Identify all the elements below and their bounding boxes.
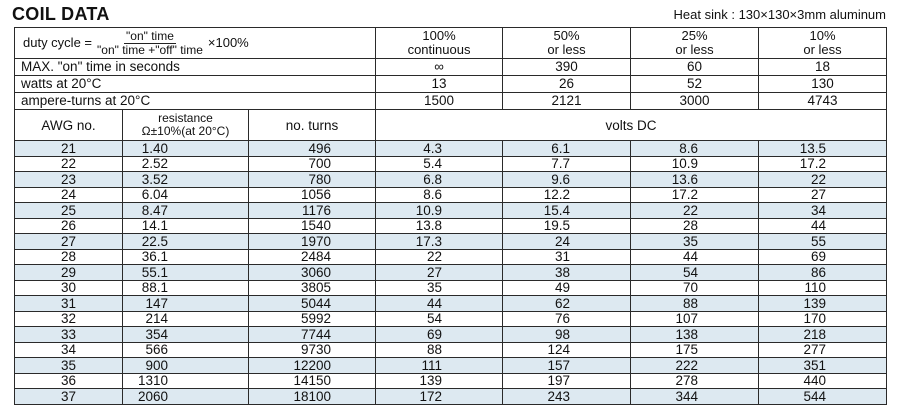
cell-volts-25: 344 (631, 389, 759, 405)
cell-awg: 37 (15, 389, 123, 405)
cell-volts-50: 31 (503, 249, 631, 265)
table-row (15, 342, 887, 358)
cell-turns: 700 (249, 156, 376, 172)
cell-volts-25: 8.6 (631, 141, 759, 157)
cell-awg: 31 (15, 296, 123, 312)
spec-value: 130 (759, 76, 887, 93)
cell-volts-100: 4.3 (376, 141, 503, 157)
cell-turns: 14150 (249, 373, 376, 389)
table-row (15, 327, 887, 343)
cell-awg: 33 (15, 327, 123, 343)
duty-col-100: 100% continuous (376, 28, 503, 59)
cell-volts-10: 110 (759, 280, 887, 296)
cell-volts-10: 17.2 (759, 156, 887, 172)
cell-awg: 36 (15, 373, 123, 389)
cell-volts-100: 10.9 (376, 203, 503, 219)
cell-volts-25: 10.9 (631, 156, 759, 172)
table-row (15, 249, 887, 265)
cell-resistance: 1.40 (123, 141, 249, 157)
cell-volts-25: 22 (631, 203, 759, 219)
cell-volts-10: 351 (759, 358, 887, 374)
cell-resistance: 2060 (123, 389, 249, 405)
cell-volts-25: 13.6 (631, 172, 759, 188)
table-row (15, 373, 887, 389)
cell-volts-50: 62 (503, 296, 631, 312)
cell-volts-50: 12.2 (503, 187, 631, 203)
cell-volts-100: 8.6 (376, 187, 503, 203)
table-row (15, 218, 887, 234)
cell-volts-100: 88 (376, 342, 503, 358)
cell-volts-50: 19.5 (503, 218, 631, 234)
cell-turns: 496 (249, 141, 376, 157)
cell-volts-25: 70 (631, 280, 759, 296)
cell-volts-25: 138 (631, 327, 759, 343)
table-row (15, 156, 887, 172)
cell-volts-50: 243 (503, 389, 631, 405)
spec-value: 4743 (759, 93, 887, 110)
spec-label: watts at 20°C (15, 76, 376, 93)
cell-volts-50: 9.6 (503, 172, 631, 188)
cell-resistance: 14.1 (123, 218, 249, 234)
table-row (15, 389, 887, 405)
cell-volts-100: 22 (376, 249, 503, 265)
cell-volts-100: 17.3 (376, 234, 503, 250)
coil-rows (15, 141, 887, 405)
spec-row-watts (15, 76, 887, 93)
page-title: COIL DATA (12, 4, 110, 24)
cell-volts-25: 28 (631, 218, 759, 234)
spec-value: 13 (376, 76, 503, 93)
cell-turns: 1540 (249, 218, 376, 234)
cell-volts-25: 44 (631, 249, 759, 265)
spec-value: ∞ (376, 59, 503, 76)
table-row (15, 234, 887, 250)
cell-volts-50: 76 (503, 311, 631, 327)
cell-volts-100: 13.8 (376, 218, 503, 234)
table-row (15, 280, 887, 296)
cell-awg: 25 (15, 203, 123, 219)
cell-turns: 7744 (249, 327, 376, 343)
table-row (15, 358, 887, 374)
cell-volts-50: 38 (503, 265, 631, 281)
cell-volts-50: 157 (503, 358, 631, 374)
column-header-row (15, 110, 887, 141)
cell-awg: 26 (15, 218, 123, 234)
cell-turns: 1176 (249, 203, 376, 219)
cell-resistance: 147 (123, 296, 249, 312)
cell-volts-25: 222 (631, 358, 759, 374)
cell-volts-10: 44 (759, 218, 887, 234)
cell-awg: 21 (15, 141, 123, 157)
cell-resistance: 6.04 (123, 187, 249, 203)
header-turns: no. turns (249, 110, 376, 141)
spec-value: 60 (631, 59, 759, 76)
cell-volts-100: 6.8 (376, 172, 503, 188)
cell-volts-10: 22 (759, 172, 887, 188)
cell-turns: 9730 (249, 342, 376, 358)
spec-row-ampere-turns (15, 93, 887, 110)
spec-label: MAX. "on" time in seconds (15, 59, 376, 76)
cell-volts-10: 13.5 (759, 141, 887, 157)
cell-resistance: 55.1 (123, 265, 249, 281)
cell-resistance: 22.5 (123, 234, 249, 250)
cell-volts-25: 17.2 (631, 187, 759, 203)
cell-resistance: 354 (123, 327, 249, 343)
spec-label: ampere-turns at 20°C (15, 93, 376, 110)
cell-volts-50: 24 (503, 234, 631, 250)
cell-resistance: 88.1 (123, 280, 249, 296)
spec-value: 1500 (376, 93, 503, 110)
cell-volts-10: 170 (759, 311, 887, 327)
cell-volts-10: 440 (759, 373, 887, 389)
cell-volts-100: 69 (376, 327, 503, 343)
cell-awg: 22 (15, 156, 123, 172)
table-row (15, 265, 887, 281)
cell-awg: 23 (15, 172, 123, 188)
cell-awg: 30 (15, 280, 123, 296)
header-awg: AWG no. (15, 110, 123, 141)
cell-volts-25: 54 (631, 265, 759, 281)
cell-volts-50: 197 (503, 373, 631, 389)
spec-value: 52 (631, 76, 759, 93)
coil-data-table (14, 27, 887, 405)
cell-turns: 5044 (249, 296, 376, 312)
duty-suffix: ×100% (207, 35, 249, 50)
cell-resistance: 3.52 (123, 172, 249, 188)
duty-numerator: "on" time (126, 28, 174, 43)
cell-resistance: 214 (123, 311, 249, 327)
cell-volts-100: 139 (376, 373, 503, 389)
header-resistance: resistance Ω±10%(at 20°C) (123, 110, 249, 141)
cell-turns: 3060 (249, 265, 376, 281)
header-volts-dc: volts DC (376, 110, 887, 141)
cell-volts-100: 27 (376, 265, 503, 281)
spec-value: 26 (503, 76, 631, 93)
cell-turns: 2484 (249, 249, 376, 265)
cell-resistance: 900 (123, 358, 249, 374)
cell-resistance: 8.47 (123, 203, 249, 219)
cell-volts-10: 218 (759, 327, 887, 343)
table-row (15, 187, 887, 203)
spec-value: 3000 (631, 93, 759, 110)
cell-volts-25: 278 (631, 373, 759, 389)
cell-volts-10: 86 (759, 265, 887, 281)
cell-awg: 28 (15, 249, 123, 265)
cell-resistance: 1310 (123, 373, 249, 389)
duty-denominator: "on" time +"off" time (97, 42, 203, 57)
cell-turns: 1970 (249, 234, 376, 250)
table-row (15, 203, 887, 219)
duty-col-10: 10% or less (759, 28, 887, 59)
duty-col-50: 50% or less (503, 28, 631, 59)
spec-value: 18 (759, 59, 887, 76)
cell-volts-50: 98 (503, 327, 631, 343)
table-row (15, 141, 887, 157)
cell-volts-10: 55 (759, 234, 887, 250)
cell-volts-100: 54 (376, 311, 503, 327)
cell-volts-25: 107 (631, 311, 759, 327)
cell-turns: 12200 (249, 358, 376, 374)
cell-volts-10: 277 (759, 342, 887, 358)
cell-turns: 5992 (249, 311, 376, 327)
table-row (15, 172, 887, 188)
cell-volts-10: 139 (759, 296, 887, 312)
cell-volts-25: 175 (631, 342, 759, 358)
cell-volts-50: 124 (503, 342, 631, 358)
table-row (15, 296, 887, 312)
spec-value: 390 (503, 59, 631, 76)
cell-volts-50: 6.1 (503, 141, 631, 157)
cell-awg: 32 (15, 311, 123, 327)
cell-volts-100: 111 (376, 358, 503, 374)
cell-volts-10: 544 (759, 389, 887, 405)
cell-turns: 18100 (249, 389, 376, 405)
cell-volts-100: 44 (376, 296, 503, 312)
cell-volts-50: 49 (503, 280, 631, 296)
duty-label: duty cycle = (23, 35, 93, 50)
cell-volts-50: 7.7 (503, 156, 631, 172)
cell-volts-50: 15.4 (503, 203, 631, 219)
cell-awg: 24 (15, 187, 123, 203)
cell-awg: 29 (15, 265, 123, 281)
duty-col-25: 25% or less (631, 28, 759, 59)
cell-volts-10: 34 (759, 203, 887, 219)
table-row (15, 311, 887, 327)
spec-row-max-on-time (15, 59, 887, 76)
cell-volts-25: 35 (631, 234, 759, 250)
duty-fraction (95, 30, 205, 57)
cell-volts-100: 172 (376, 389, 503, 405)
heatsink-note: Heat sink : 130×130×3mm aluminum (673, 7, 886, 22)
spec-value: 2121 (503, 93, 631, 110)
duty-cycle-row (15, 28, 887, 59)
cell-turns: 1056 (249, 187, 376, 203)
cell-volts-100: 5.4 (376, 156, 503, 172)
cell-awg: 27 (15, 234, 123, 250)
cell-awg: 35 (15, 358, 123, 374)
cell-resistance: 2.52 (123, 156, 249, 172)
cell-awg: 34 (15, 342, 123, 358)
cell-turns: 3805 (249, 280, 376, 296)
cell-turns: 780 (249, 172, 376, 188)
cell-resistance: 566 (123, 342, 249, 358)
cell-volts-10: 27 (759, 187, 887, 203)
cell-resistance: 36.1 (123, 249, 249, 265)
cell-volts-25: 88 (631, 296, 759, 312)
cell-volts-10: 69 (759, 249, 887, 265)
cell-volts-100: 35 (376, 280, 503, 296)
duty-cycle-formula (15, 28, 376, 59)
